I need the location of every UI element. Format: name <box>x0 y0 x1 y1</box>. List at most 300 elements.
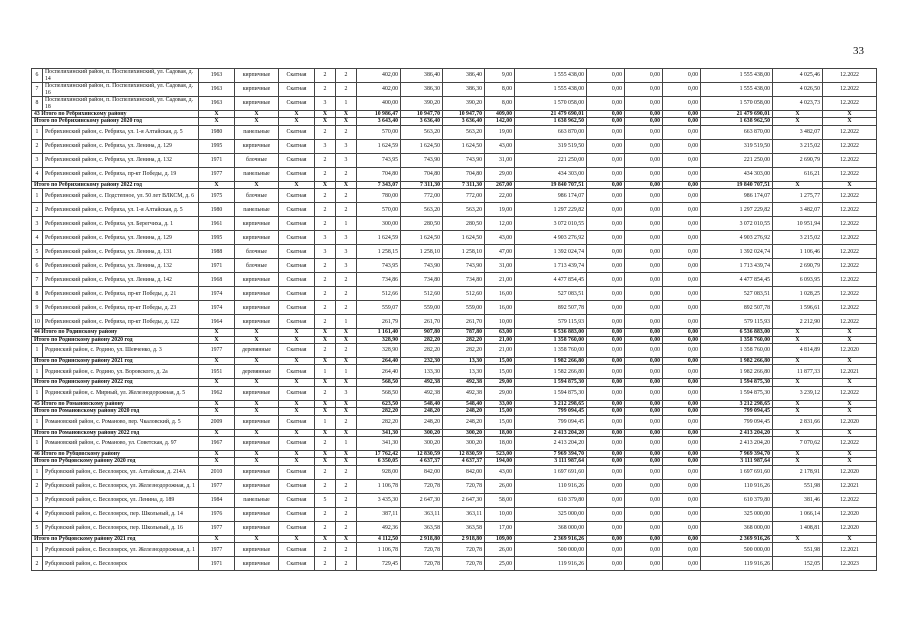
table-cell: 729,45 <box>357 557 401 571</box>
table-cell: 4 637,37 <box>401 458 443 465</box>
table-cell: X <box>336 429 357 436</box>
table-cell: 0,00 <box>663 415 701 429</box>
table-cell: 1971 <box>199 259 235 273</box>
table-cell: 363,58 <box>443 521 485 535</box>
table-cell: 0,00 <box>663 217 701 231</box>
table-cell: 1 <box>32 465 43 479</box>
table-cell: 110 916,26 <box>515 479 587 493</box>
address-cell: Ребрихинский район, с. Ребриха, ул. 1-я Алтайская, д. 5 <box>43 125 199 139</box>
table-cell: 0,00 <box>625 344 663 358</box>
table-cell: 1968 <box>199 273 235 287</box>
table-cell: 2 <box>336 167 357 181</box>
table-cell: X <box>336 336 357 343</box>
address-cell: Поспелихинский район, п. Поспелихинский, ул. Садовая, д. 18 <box>43 97 199 111</box>
address-cell: Поспелихинский район, п. Поспелихинский, ул. Садовая, д. 16 <box>43 83 199 97</box>
table-cell: 0,00 <box>625 415 663 429</box>
table-cell: 7 311,30 <box>443 181 485 188</box>
table-cell: 563,20 <box>401 203 443 217</box>
table-cell: 1 358 760,00 <box>515 336 587 343</box>
address-cell: Рубцовский район, с. Веселоярск, ул. Железнодорожная, д. 1 <box>43 479 199 493</box>
table-cell: 7 311,30 <box>401 181 443 188</box>
table-row <box>32 287 877 301</box>
table-cell: 12.2022 <box>823 125 877 139</box>
table-cell: 2 647,30 <box>443 493 485 507</box>
table-cell: 0,00 <box>625 118 663 125</box>
total-label: Итого по Родинскому району 2022 год <box>32 379 199 386</box>
table-cell: 527 083,51 <box>515 287 587 301</box>
table-cell: 12.2022 <box>823 273 877 287</box>
table-cell: 734,80 <box>401 273 443 287</box>
table-cell: 282,20 <box>401 336 443 343</box>
table-cell: 0,00 <box>625 386 663 400</box>
table-cell: 282,20 <box>357 408 401 415</box>
address-cell: Романовский район, с. Романово, ул. Советская, д. 97 <box>43 437 199 451</box>
table-cell: X <box>336 400 357 407</box>
table-cell: 22,00 <box>485 189 515 203</box>
table-cell: 1 <box>32 437 43 451</box>
table-cell: 12.2022 <box>823 167 877 181</box>
table-cell: 1 582 266,80 <box>515 365 587 379</box>
table-cell: 18,00 <box>485 429 515 436</box>
table-cell: 743,90 <box>443 153 485 167</box>
table-cell: 400,00 <box>357 97 401 111</box>
table-cell: 1 <box>32 365 43 379</box>
table-cell: 734,86 <box>357 273 401 287</box>
table-cell: 8,00 <box>485 97 515 111</box>
total-label: 44 Итого по Родинскому району <box>32 329 199 336</box>
table-cell: 610 379,80 <box>701 493 773 507</box>
table-cell: 6 536 883,00 <box>515 329 587 336</box>
table-cell: 4 <box>32 167 43 181</box>
table-cell: 1 <box>336 365 357 379</box>
table-cell: 720,78 <box>401 543 443 557</box>
table-cell: 2 369 916,26 <box>515 535 587 542</box>
table-cell: 0,00 <box>663 429 701 436</box>
table-cell: кирпичные <box>235 273 279 287</box>
table-cell: X <box>235 111 279 118</box>
table-cell: 551,98 <box>773 543 823 557</box>
table-cell: 386,30 <box>401 83 443 97</box>
table-cell: 12.2022 <box>823 437 877 451</box>
table-cell: 2 <box>315 386 336 400</box>
table-cell: X <box>336 408 357 415</box>
table-cell: 1 028,25 <box>773 287 823 301</box>
table-cell: 10,00 <box>485 315 515 329</box>
table-cell: 2 <box>315 344 336 358</box>
table-total-row <box>32 358 877 365</box>
table-cell: 12.2022 <box>823 83 877 97</box>
table-cell: 282,20 <box>401 344 443 358</box>
table-cell: 264,40 <box>357 358 401 365</box>
address-cell: Ребрихинский район, с. Ребриха, ул. Ленина, д. 142 <box>43 273 199 287</box>
table-cell: 341,30 <box>357 437 401 451</box>
table-cell: 2 <box>315 69 336 83</box>
table-cell: 3 212 298,65 <box>701 400 773 407</box>
table-cell: 1 594 875,30 <box>701 379 773 386</box>
table-cell: 7 969 394,70 <box>701 451 773 458</box>
table-cell: 261,70 <box>401 315 443 329</box>
table-cell: 0,00 <box>587 167 625 181</box>
table-cell: 12.2021 <box>823 543 877 557</box>
table-total-row <box>32 379 877 386</box>
table-cell: 1 358 760,00 <box>701 336 773 343</box>
table-cell: 892 507,78 <box>515 301 587 315</box>
table-cell: 0,00 <box>587 465 625 479</box>
table-cell: X <box>336 535 357 542</box>
address-cell: Ребрихинский район, с. Ребриха, ул. Ленина, д. 132 <box>43 259 199 273</box>
table-cell: 1 982 266,80 <box>515 358 587 365</box>
table-cell: Скатная <box>279 557 315 571</box>
table-cell: 4 477 854,45 <box>701 273 773 287</box>
table-cell: деревянные <box>235 344 279 358</box>
table-cell: 0,00 <box>587 521 625 535</box>
table-cell: Скатная <box>279 479 315 493</box>
table-cell: блочные <box>235 153 279 167</box>
table-cell: 512,60 <box>401 287 443 301</box>
table-cell: X <box>823 535 877 542</box>
table-cell: 2 <box>315 125 336 139</box>
table-cell: X <box>235 329 279 336</box>
table-cell: 221 250,00 <box>515 153 587 167</box>
table-cell: 928,00 <box>357 465 401 479</box>
table-cell: 3 215,02 <box>773 139 823 153</box>
table-cell: 1962 <box>199 386 235 400</box>
table-cell: 2 413 204,20 <box>701 429 773 436</box>
table-cell: 1980 <box>199 203 235 217</box>
table-cell: 570,00 <box>357 203 401 217</box>
table-cell: 15,00 <box>485 365 515 379</box>
table-cell: 500 000,00 <box>515 543 587 557</box>
table-cell: 512,66 <box>357 287 401 301</box>
table-cell: 548,40 <box>401 400 443 407</box>
table-cell: 363,11 <box>401 507 443 521</box>
table-cell: 282,20 <box>443 336 485 343</box>
table-cell: X <box>235 379 279 386</box>
table-cell: 386,40 <box>401 69 443 83</box>
table-cell: X <box>235 181 279 188</box>
table-cell: 2010 <box>199 465 235 479</box>
table-cell: 0,00 <box>587 458 625 465</box>
table-cell: 2009 <box>199 415 235 429</box>
address-cell: Рубцовский район, с. Веселоярск, пер. Школьный, д. 16 <box>43 521 199 535</box>
table-cell: 12.2022 <box>823 189 877 203</box>
table-cell: 0,00 <box>587 336 625 343</box>
table-cell: 7 <box>32 83 43 97</box>
table-cell: 704,80 <box>443 167 485 181</box>
table-cell: кирпичные <box>235 301 279 315</box>
table-cell: 0,00 <box>587 153 625 167</box>
table-cell: 3 <box>315 139 336 153</box>
table-cell: 1 <box>336 437 357 451</box>
table-cell: 4 814,89 <box>773 344 823 358</box>
table-cell: 4 <box>32 231 43 245</box>
table-cell: 0,00 <box>587 451 625 458</box>
table-cell: 21,00 <box>485 273 515 287</box>
table-cell: X <box>823 358 877 365</box>
table-cell: 10 986,47 <box>357 111 401 118</box>
table-cell: 300,20 <box>401 437 443 451</box>
table-cell: 1 638 962,50 <box>701 118 773 125</box>
table-cell: 0,00 <box>625 400 663 407</box>
table-cell: 1 358 760,00 <box>701 344 773 358</box>
table-cell: X <box>199 336 235 343</box>
table-cell: 5 <box>32 521 43 535</box>
address-cell: Рубцовский район, с. Веселоярск <box>43 557 199 571</box>
table-cell: 133,30 <box>401 365 443 379</box>
table-cell: 221 250,00 <box>701 153 773 167</box>
table-row <box>32 273 877 287</box>
table-cell: 986 174,07 <box>515 189 587 203</box>
table-cell: кирпичные <box>235 139 279 153</box>
table-cell: 842,00 <box>443 465 485 479</box>
table-cell: 0,00 <box>625 458 663 465</box>
table-cell: 1 624,50 <box>443 231 485 245</box>
table-cell: 2 <box>315 479 336 493</box>
table-cell: 19 840 707,51 <box>515 181 587 188</box>
table-cell: 4 112,50 <box>357 535 401 542</box>
table-cell: 0,00 <box>625 379 663 386</box>
table-cell: X <box>315 181 336 188</box>
table-cell: 1 624,50 <box>401 139 443 153</box>
table-cell: Скатная <box>279 83 315 97</box>
table-cell: 0,00 <box>625 336 663 343</box>
table-cell: 0,00 <box>625 557 663 571</box>
table-cell: 21,00 <box>485 336 515 343</box>
table-cell: X <box>823 429 877 436</box>
table-cell: 0,00 <box>663 479 701 493</box>
table-cell: 300,20 <box>401 429 443 436</box>
table-total-row <box>32 400 877 407</box>
total-label: Итого по Рубцовскому району 2020 год <box>32 458 199 465</box>
table-cell: 3 643,40 <box>357 118 401 125</box>
table-cell: 2 <box>315 437 336 451</box>
table-cell: 110 916,26 <box>701 479 773 493</box>
table-cell: 21 479 690,01 <box>515 111 587 118</box>
table-cell: панельные <box>235 203 279 217</box>
table-cell: X <box>336 118 357 125</box>
table-cell: 0,00 <box>587 83 625 97</box>
table-cell: 1 <box>32 344 43 358</box>
table-cell: 6 <box>32 69 43 83</box>
table-cell: 0,00 <box>587 111 625 118</box>
table-cell: X <box>235 429 279 436</box>
table-cell: 1 <box>32 125 43 139</box>
table-cell: 0,00 <box>625 83 663 97</box>
table-cell: 12.2020 <box>823 521 877 535</box>
table-cell: 12 830,59 <box>401 451 443 458</box>
table-cell: Скатная <box>279 507 315 521</box>
table-cell: 0,00 <box>663 507 701 521</box>
table-cell: 500 000,00 <box>701 543 773 557</box>
table-cell: 0,00 <box>587 315 625 329</box>
table-cell: 248,20 <box>443 408 485 415</box>
table-cell: 1963 <box>199 69 235 83</box>
table-cell: X <box>773 451 823 458</box>
table-cell: X <box>199 118 235 125</box>
table-cell: 610 379,80 <box>515 493 587 507</box>
table-cell: Скатная <box>279 153 315 167</box>
table-cell: 2 <box>336 543 357 557</box>
table-cell: Скатная <box>279 203 315 217</box>
table-cell: 2 <box>336 479 357 493</box>
table-row <box>32 139 877 153</box>
table-row <box>32 97 877 111</box>
table-cell: 0,00 <box>587 231 625 245</box>
table-cell: 0,00 <box>625 301 663 315</box>
table-cell: 12.2020 <box>823 465 877 479</box>
address-cell: Ребрихинский район, с. Ребриха, ул. Ленина, д. 129 <box>43 231 199 245</box>
table-cell: 0,00 <box>587 437 625 451</box>
table-cell: 3 072 010,55 <box>515 217 587 231</box>
table-cell: 12.2022 <box>823 386 877 400</box>
table-cell: 2 <box>315 83 336 97</box>
table-cell: 0,00 <box>663 543 701 557</box>
table-cell: X <box>336 181 357 188</box>
table-cell: 1 106,46 <box>773 245 823 259</box>
table-row <box>32 507 877 521</box>
table-cell: 1977 <box>199 521 235 535</box>
table-cell: 1988 <box>199 245 235 259</box>
table-cell: 568,50 <box>357 386 401 400</box>
table-cell: 1 596,61 <box>773 301 823 315</box>
table-cell: 319 519,50 <box>701 139 773 153</box>
table-cell: 1977 <box>199 167 235 181</box>
table-cell: 0,00 <box>625 429 663 436</box>
table-cell: X <box>315 408 336 415</box>
table-cell: 12.2022 <box>823 245 877 259</box>
table-cell: кирпичные <box>235 415 279 429</box>
table-cell: Скатная <box>279 273 315 287</box>
table-cell: 2 <box>336 493 357 507</box>
table-cell: X <box>199 429 235 436</box>
table-cell: 12.2022 <box>823 153 877 167</box>
total-label: Итого по Родинскому району 2021 год <box>32 358 199 365</box>
table-cell: 1967 <box>199 437 235 451</box>
table-cell: 0,00 <box>663 458 701 465</box>
table-cell: 300,00 <box>357 217 401 231</box>
table-cell: 328,90 <box>357 336 401 343</box>
table-cell: 1980 <box>199 125 235 139</box>
table-cell: X <box>279 111 315 118</box>
table-cell: кирпичные <box>235 507 279 521</box>
table-cell: 5 <box>315 493 336 507</box>
table-cell: 734,80 <box>443 273 485 287</box>
table-cell: 1 <box>336 315 357 329</box>
table-row <box>32 231 877 245</box>
table-cell: 0,00 <box>663 365 701 379</box>
table-cell: 2 <box>315 465 336 479</box>
table-cell: 780,00 <box>357 189 401 203</box>
table-cell: 2 <box>315 521 336 535</box>
table-cell: 1 713 439,74 <box>515 259 587 273</box>
table-cell: 12.2022 <box>823 217 877 231</box>
table-cell: 0,00 <box>625 543 663 557</box>
table-cell: X <box>315 329 336 336</box>
table-cell: 5 <box>32 245 43 259</box>
table-cell: X <box>315 429 336 436</box>
table-cell: X <box>199 329 235 336</box>
address-cell: Родинский район, с. Родино, ул. Воровского, д. 2а <box>43 365 199 379</box>
table-cell: 3 <box>32 217 43 231</box>
table-cell: кирпичные <box>235 231 279 245</box>
table-cell: 1 555 438,00 <box>701 69 773 83</box>
table-cell: X <box>279 329 315 336</box>
table-cell: кирпичные <box>235 287 279 301</box>
table-cell: 1 570 058,00 <box>701 97 773 111</box>
table-cell: 570,00 <box>357 125 401 139</box>
table-cell: 0,00 <box>625 125 663 139</box>
table-cell: 0,00 <box>587 139 625 153</box>
table-row <box>32 557 877 571</box>
table-cell: 2 <box>315 315 336 329</box>
table-cell: 2 <box>315 203 336 217</box>
table-cell: 0,00 <box>587 69 625 83</box>
table-cell: 559,00 <box>443 301 485 315</box>
table-cell: 0,00 <box>587 535 625 542</box>
table-cell: Скатная <box>279 189 315 203</box>
table-cell: 0,00 <box>587 358 625 365</box>
table-cell: 29,00 <box>485 167 515 181</box>
table-cell: 0,00 <box>587 493 625 507</box>
table-cell: 0,00 <box>587 344 625 358</box>
table-cell: 1 <box>32 415 43 429</box>
address-cell: Ребрихинский район, с. Ребриха, пр-кт Победы, д. 122 <box>43 315 199 329</box>
table-cell: 3 <box>336 139 357 153</box>
total-label: Итого по Ребрихинскому району 2020 год <box>32 118 199 125</box>
address-cell: Ребрихинский район, с. Ребриха, ул. Ленина, д. 131 <box>43 245 199 259</box>
table-cell: 1 <box>315 415 336 429</box>
table-cell: 3 435,30 <box>357 493 401 507</box>
table-cell: 1971 <box>199 153 235 167</box>
table-cell: 3 <box>315 231 336 245</box>
table-cell: 12.2022 <box>823 493 877 507</box>
table-row <box>32 217 877 231</box>
table-row <box>32 245 877 259</box>
table-cell: X <box>823 329 877 336</box>
table-cell: 1977 <box>199 344 235 358</box>
table-cell: кирпичные <box>235 521 279 535</box>
table-cell: X <box>315 118 336 125</box>
table-cell: 4 023,73 <box>773 97 823 111</box>
table-cell: кирпичные <box>235 315 279 329</box>
table-cell: 1 358 760,00 <box>515 344 587 358</box>
table-cell: 12.2022 <box>823 259 877 273</box>
table-cell: 492,38 <box>443 379 485 386</box>
table-cell: 772,00 <box>443 189 485 203</box>
table-cell: X <box>279 458 315 465</box>
table-cell: 1 594 875,30 <box>515 386 587 400</box>
table-cell: 1976 <box>199 507 235 521</box>
table-cell: 0,00 <box>625 181 663 188</box>
table-cell: X <box>823 111 877 118</box>
table-cell: 1 555 438,00 <box>515 83 587 97</box>
table-cell: 2 <box>315 217 336 231</box>
table-cell: 1963 <box>199 97 235 111</box>
table-cell: 1984 <box>199 493 235 507</box>
table-cell: 563,20 <box>401 125 443 139</box>
table-cell: 0,00 <box>663 273 701 287</box>
table-cell: 0,00 <box>625 408 663 415</box>
table-cell: 0,00 <box>587 97 625 111</box>
table-total-row <box>32 111 877 118</box>
total-label: Итого по Романовскому району 2022 год <box>32 429 199 436</box>
table-cell: X <box>773 118 823 125</box>
table-cell: блочные <box>235 259 279 273</box>
table-cell: 0,00 <box>663 315 701 329</box>
table-cell: 1 297 229,82 <box>701 203 773 217</box>
table-cell: 3 482,07 <box>773 125 823 139</box>
address-cell: Романовский район, с. Романово, пер. Чкаловский, д. 5 <box>43 415 199 429</box>
